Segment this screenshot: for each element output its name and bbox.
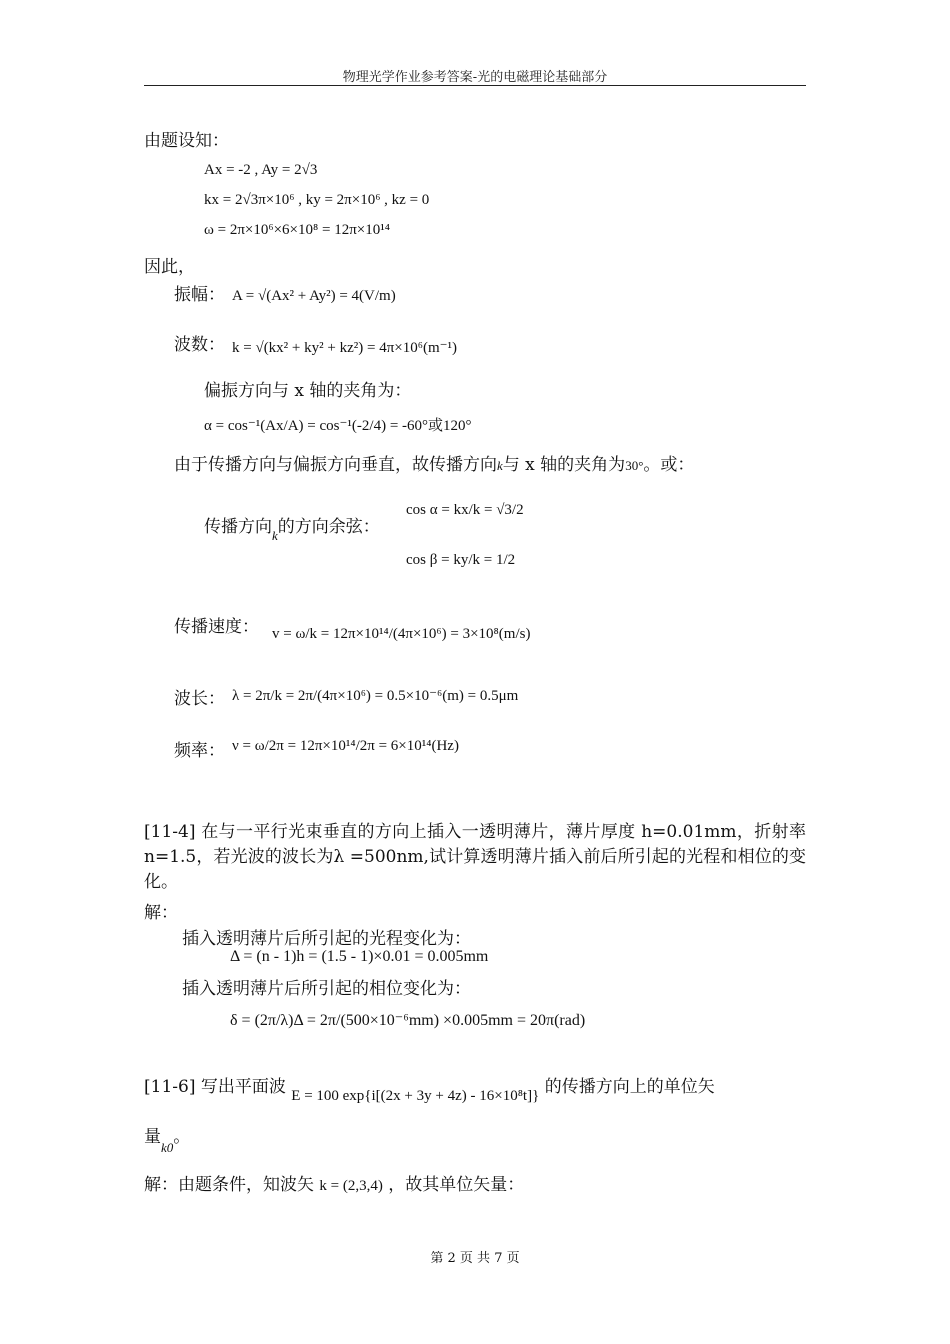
given-label: 由题设知： [144,131,229,151]
direction-cosine-label: 传播方向$_k$的方向余弦： [204,517,380,543]
frequency-label: 频率： [174,741,225,761]
equation-amplitude-components: Ax = -2 , Ay = 2√3 [204,162,318,178]
problem-11-6-solution: 解：由题条件，知波矢 k = (2,3,4) ，故其单位矢量： [144,1175,525,1195]
equation-speed: v = ω/k = 12π×10¹⁴/(4π×10⁶) = 3×10⁸(m/s) [272,626,531,642]
amplitude-label: 振幅： [174,285,225,305]
equation-phase-change: δ = (2π/λ)Δ = 2π/(500×10⁻⁶mm) ×0.005mm = 20π(rad) [230,1012,586,1029]
phase-change-text: 插入透明薄片后所引起的相位变化为： [182,979,471,999]
equation-wave-vector-components: kx = 2√3π×10⁶ , ky = 2π×10⁶ , kz = 0 [204,192,430,208]
equation-frequency: ν = ω/2π = 12π×10¹⁴/2π = 6×10¹⁴(Hz) [232,738,459,754]
equation-wave-vector: k = (2,3,4) [319,1178,383,1194]
page-header: 物理光学作业参考答案-光的电磁理论基础部分 [342,70,608,85]
equation-optical-path-change: Δ = (n - 1)h = (1.5 - 1)×0.01 = 0.005mm [230,948,489,965]
equation-wavelength: λ = 2π/k = 2π/(4π×10⁶) = 0.5×10⁻⁶(m) = 0.5μm [232,688,519,704]
therefore-label: 因此， [144,257,195,277]
wavelength-label: 波长： [174,689,225,709]
equation-angular-frequency: ω = 2π×10⁶×6×10⁸ = 12π×10¹⁴ [204,222,390,238]
wavenumber-label: 波数： [174,335,225,355]
equation-plane-wave: E = 100 exp{i[(2x + 3y + 4z) - 16×10⁸t]} [291,1088,540,1104]
page-footer: 第 2 页 共 7 页 [430,1251,520,1266]
unit-vector-k0: k0 [161,1140,174,1155]
problem-11-4-text: [11-4] 在与一平行光束垂直的方向上插入一透明薄片，薄片厚度 h=0.01mm，折射率 n=1.5，若光波的波长为λ =500nm,试计算透明薄片插入前后所引起的光程和相位的变化。 [144,822,806,892]
header-divider [144,85,806,86]
equation-cos-beta: cos β = ky/k = 1/2 [406,552,516,568]
propagation-direction-text: 由于传播方向与偏振方向垂直，故传播方向k与 x 轴的夹角为30°。或： [174,455,695,475]
problem-11-4-solution-label: 解： [144,903,178,923]
equation-polarization-angle: α = cos⁻¹(Ax/A) = cos⁻¹(-2/4) = -60°或120° [204,418,472,434]
equation-amplitude: A = √(Ax² + Ay²) = 4(V/m) [232,288,396,304]
equation-wavenumber: k = √(kx² + ky² + kz²) = 4π×10⁶(m⁻¹) [232,340,458,356]
speed-label: 传播速度： [174,617,259,637]
equation-cos-alpha: cos α = kx/k = √3/2 [406,502,524,518]
polarization-angle-text: 偏振方向与 x 轴的夹角为： [204,381,412,401]
optical-path-change-text: 插入透明薄片后所引起的光程变化为： [182,929,471,949]
problem-11-6-text-continued: 量$_{k0}$。 [144,1127,191,1155]
problem-11-6-text: [11-6] 写出平面波 E = 100 exp{i[(2x + 3y + 4z) - 16×10⁸t]} 的传播方向上的单位矢 [144,1077,715,1104]
